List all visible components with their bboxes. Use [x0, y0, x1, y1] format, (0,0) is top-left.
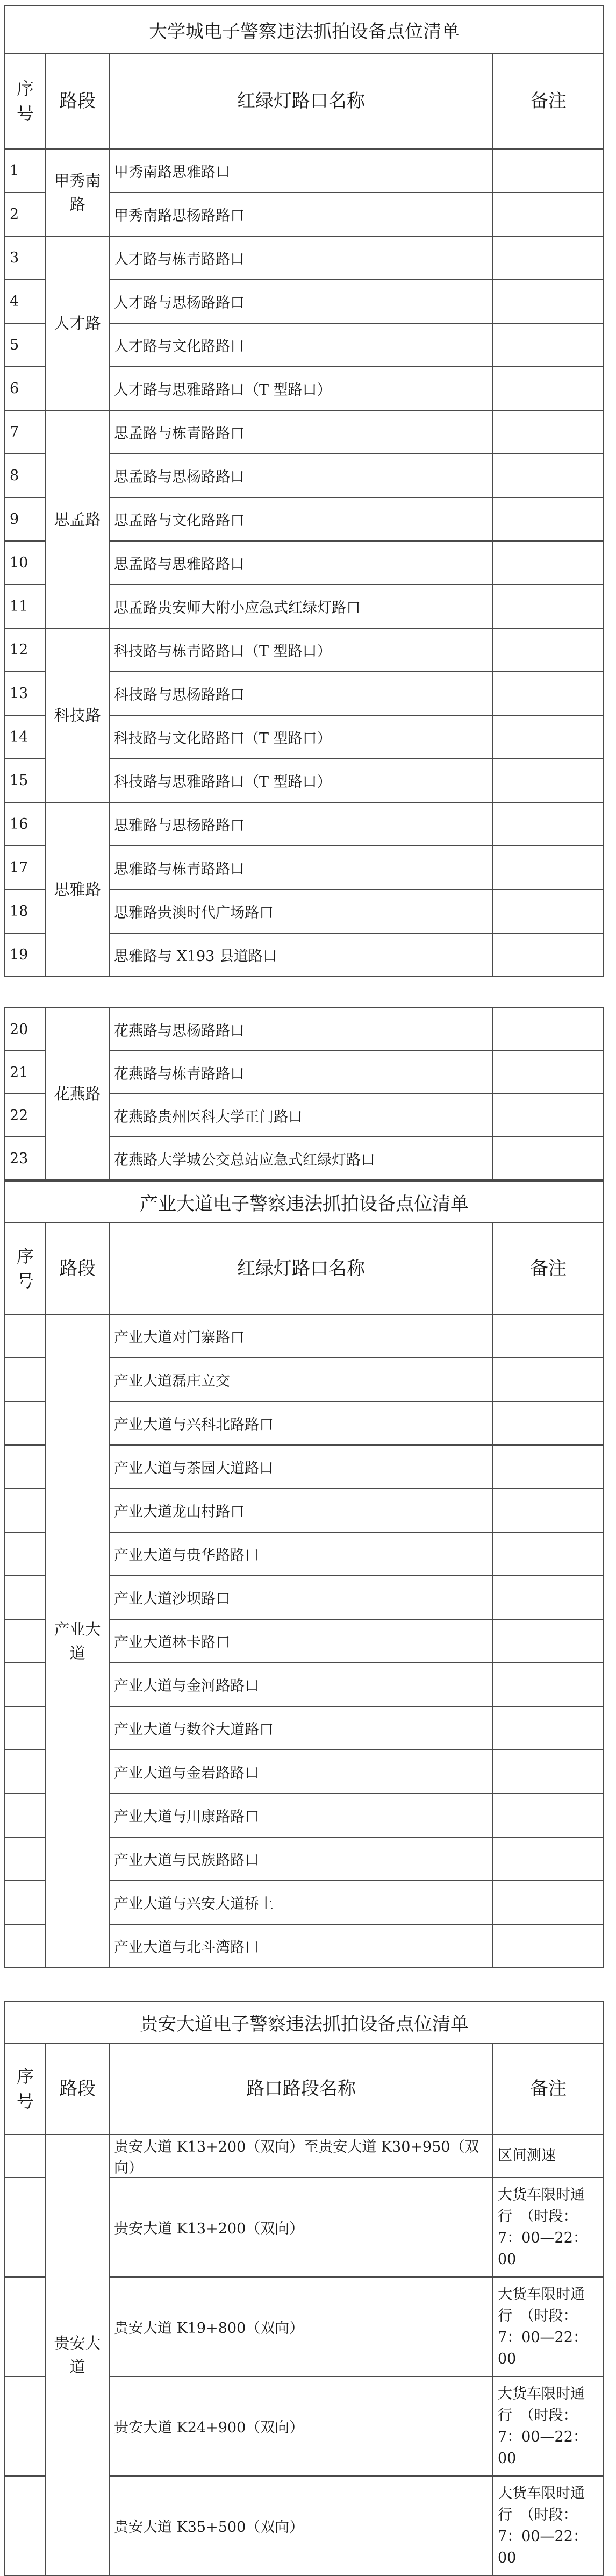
remark	[493, 193, 604, 236]
intersection-name: 产业大道与北斗湾路口	[109, 1924, 493, 1968]
remark	[493, 1663, 604, 1706]
remark	[493, 1489, 604, 1532]
intersection-name: 科技路与思杨路路口	[109, 672, 493, 715]
page-gap	[4, 977, 603, 1007]
road-segment: 思雅路	[46, 802, 109, 977]
table-university-city-continued	[4, 1007, 604, 1180]
intersection-name: 思孟路与栋青路路口	[109, 410, 493, 454]
row-number: 3	[5, 236, 46, 280]
intersection-name: 产业大道与兴安大道桥上	[109, 1881, 493, 1924]
intersection-name: 产业大道与数谷大道路口	[109, 1706, 493, 1750]
row-number	[5, 1358, 46, 1401]
header-name: 红绿灯路口名称	[109, 53, 493, 149]
row-number: 21	[5, 1051, 46, 1094]
intersection-name: 思孟路与文化路路口	[109, 497, 493, 541]
row-number	[5, 1663, 46, 1706]
remark	[493, 541, 604, 585]
row-number	[5, 1619, 46, 1663]
row-number: 9	[5, 497, 46, 541]
row-number	[5, 1837, 46, 1881]
section-name: 贵安大道 K13+200（双向）至贵安大道 K30+950（双向）	[109, 2134, 493, 2177]
row-number	[5, 2476, 46, 2575]
header-note: 备注	[493, 2043, 604, 2134]
remark	[493, 149, 604, 193]
intersection-name: 产业大道与金岩路路口	[109, 1750, 493, 1794]
remark: 大货车限时通行 （时段：7：00—22：00	[493, 2476, 604, 2575]
row-number	[5, 1401, 46, 1445]
road-segment: 人才路	[46, 236, 109, 410]
section-name: 贵安大道 K24+900（双向）	[109, 2376, 493, 2476]
row-number: 4	[5, 280, 46, 323]
intersection-name: 产业大道与兴科北路路口	[109, 1401, 493, 1445]
remark	[493, 889, 604, 933]
row-number	[5, 1576, 46, 1619]
header-name: 红绿灯路口名称	[109, 1223, 493, 1314]
remark	[493, 846, 604, 889]
intersection-name: 产业大道与茶园大道路口	[109, 1445, 493, 1489]
row-number	[5, 1489, 46, 1532]
remark	[493, 236, 604, 280]
intersection-name: 思雅路与思杨路路口	[109, 802, 493, 846]
row-number: 14	[5, 715, 46, 759]
row-number: 19	[5, 933, 46, 977]
row-number	[5, 1794, 46, 1837]
road-segment: 思孟路	[46, 410, 109, 628]
row-number	[5, 1532, 46, 1576]
row-number: 23	[5, 1137, 46, 1180]
row-number: 17	[5, 846, 46, 889]
header-name: 路口路段名称	[109, 2043, 493, 2134]
row-number: 20	[5, 1008, 46, 1051]
row-number	[5, 2177, 46, 2277]
row-number: 18	[5, 889, 46, 933]
row-number: 2	[5, 193, 46, 236]
table-row	[5, 410, 604, 454]
road-segment: 科技路	[46, 628, 109, 802]
header-no: 序号	[5, 53, 46, 149]
row-number	[5, 2134, 46, 2177]
remark	[493, 1924, 604, 1968]
row-number: 8	[5, 454, 46, 497]
row-number	[5, 1314, 46, 1358]
remark	[493, 933, 604, 977]
row-number: 5	[5, 323, 46, 367]
remark	[493, 497, 604, 541]
table-title: 大学城电子警察违法抓拍设备点位清单	[5, 6, 604, 53]
header-road: 路段	[46, 2043, 109, 2134]
remark: 区间测速	[493, 2134, 604, 2177]
section-name: 贵安大道 K19+800（双向）	[109, 2277, 493, 2376]
remark: 大货车限时通行 （时段：7：00—22：00	[493, 2376, 604, 2476]
remark	[493, 1008, 604, 1051]
remark	[493, 280, 604, 323]
row-number: 6	[5, 367, 46, 410]
intersection-name: 产业大道与川康路路口	[109, 1794, 493, 1837]
intersection-name: 人才路与文化路路口	[109, 323, 493, 367]
remark	[493, 1706, 604, 1750]
intersection-name: 产业大道对门寨路口	[109, 1314, 493, 1358]
remark	[493, 802, 604, 846]
row-number: 16	[5, 802, 46, 846]
intersection-name: 花燕路与思杨路路口	[109, 1008, 493, 1051]
remark	[493, 1314, 604, 1358]
remark	[493, 628, 604, 672]
remark	[493, 1794, 604, 1837]
remark	[493, 1094, 604, 1137]
remark	[493, 1750, 604, 1794]
remark	[493, 1881, 604, 1924]
row-number: 7	[5, 410, 46, 454]
intersection-name: 人才路与思杨路路口	[109, 280, 493, 323]
table-row	[5, 149, 604, 193]
table-row	[5, 628, 604, 672]
table-title: 贵安大道电子警察违法抓拍设备点位清单	[5, 2001, 604, 2043]
remark	[493, 585, 604, 628]
header-note: 备注	[493, 1223, 604, 1314]
remark: 大货车限时通行 （时段：7：00—22：00	[493, 2277, 604, 2376]
intersection-name: 思雅路与 X193 县道路口	[109, 933, 493, 977]
intersection-name: 产业大道与贵华路路口	[109, 1532, 493, 1576]
row-number: 1	[5, 149, 46, 193]
row-number: 15	[5, 759, 46, 802]
intersection-name: 产业大道与金河路路口	[109, 1663, 493, 1706]
road-segment: 产业大道	[46, 1314, 109, 1968]
row-number	[5, 1924, 46, 1968]
intersection-name: 产业大道沙坝路口	[109, 1576, 493, 1619]
remark	[493, 715, 604, 759]
remark	[493, 672, 604, 715]
row-number	[5, 2376, 46, 2476]
intersection-name: 人才路与思雅路路口（T 型路口）	[109, 367, 493, 410]
row-number	[5, 1881, 46, 1924]
row-number: 22	[5, 1094, 46, 1137]
header-no: 序号	[5, 2043, 46, 2134]
intersection-name: 思雅路贵澳时代广场路口	[109, 889, 493, 933]
remark	[493, 759, 604, 802]
remark	[493, 410, 604, 454]
remark	[493, 1445, 604, 1489]
page-gap	[4, 1968, 603, 2001]
row-number	[5, 2277, 46, 2376]
row-number	[5, 1445, 46, 1489]
remark	[493, 1137, 604, 1180]
row-number	[5, 1750, 46, 1794]
intersection-name: 人才路与栋青路路口	[109, 236, 493, 280]
table-guian-avenue	[4, 2001, 604, 2576]
header-road: 路段	[46, 53, 109, 149]
row-number: 10	[5, 541, 46, 585]
intersection-name: 甲秀南路思雅路口	[109, 149, 493, 193]
intersection-name: 科技路与思雅路路口（T 型路口）	[109, 759, 493, 802]
table-row	[5, 2134, 604, 2177]
row-number: 12	[5, 628, 46, 672]
intersection-name: 思孟路与思杨路路口	[109, 454, 493, 497]
intersection-name: 产业大道与民族路路口	[109, 1837, 493, 1881]
section-name: 贵安大道 K13+200（双向）	[109, 2177, 493, 2277]
remark	[493, 1358, 604, 1401]
header-note: 备注	[493, 53, 604, 149]
header-road: 路段	[46, 1223, 109, 1314]
document	[4, 5, 603, 2576]
intersection-name: 思孟路贵安师大附小应急式红绿灯路口	[109, 585, 493, 628]
row-number: 13	[5, 672, 46, 715]
intersection-name: 思雅路与栋青路路口	[109, 846, 493, 889]
table-title: 产业大道电子警察违法抓拍设备点位清单	[5, 1181, 604, 1223]
remark	[493, 1837, 604, 1881]
table-row	[5, 236, 604, 280]
intersection-name: 花燕路与栋青路路口	[109, 1051, 493, 1094]
intersection-name: 花燕路贵州医科大学正门路口	[109, 1094, 493, 1137]
intersection-name: 甲秀南路思杨路路口	[109, 193, 493, 236]
remark	[493, 1619, 604, 1663]
remark	[493, 454, 604, 497]
table-row	[5, 802, 604, 846]
road-segment: 贵安大道	[46, 2134, 109, 2575]
remark: 大货车限时通行 （时段：7：00—22：00	[493, 2177, 604, 2277]
intersection-name: 思孟路与思雅路路口	[109, 541, 493, 585]
table-row	[5, 1314, 604, 1358]
table-row	[5, 1008, 604, 1051]
remark	[493, 1532, 604, 1576]
intersection-name: 科技路与文化路路口（T 型路口）	[109, 715, 493, 759]
remark	[493, 1401, 604, 1445]
intersection-name: 产业大道磊庄立交	[109, 1358, 493, 1401]
remark	[493, 1051, 604, 1094]
road-segment: 甲秀南路	[46, 149, 109, 236]
intersection-name: 科技路与栋青路路口（T 型路口）	[109, 628, 493, 672]
table-university-city	[4, 5, 604, 977]
intersection-name: 产业大道林卡路口	[109, 1619, 493, 1663]
remark	[493, 323, 604, 367]
section-name: 贵安大道 K35+500（双向）	[109, 2476, 493, 2575]
header-no: 序号	[5, 1223, 46, 1314]
remark	[493, 367, 604, 410]
remark	[493, 1576, 604, 1619]
intersection-name: 产业大道龙山村路口	[109, 1489, 493, 1532]
row-number	[5, 1706, 46, 1750]
table-industry-avenue	[4, 1180, 604, 1968]
road-segment: 花燕路	[46, 1008, 109, 1180]
row-number: 11	[5, 585, 46, 628]
intersection-name: 花燕路大学城公交总站应急式红绿灯路口	[109, 1137, 493, 1180]
